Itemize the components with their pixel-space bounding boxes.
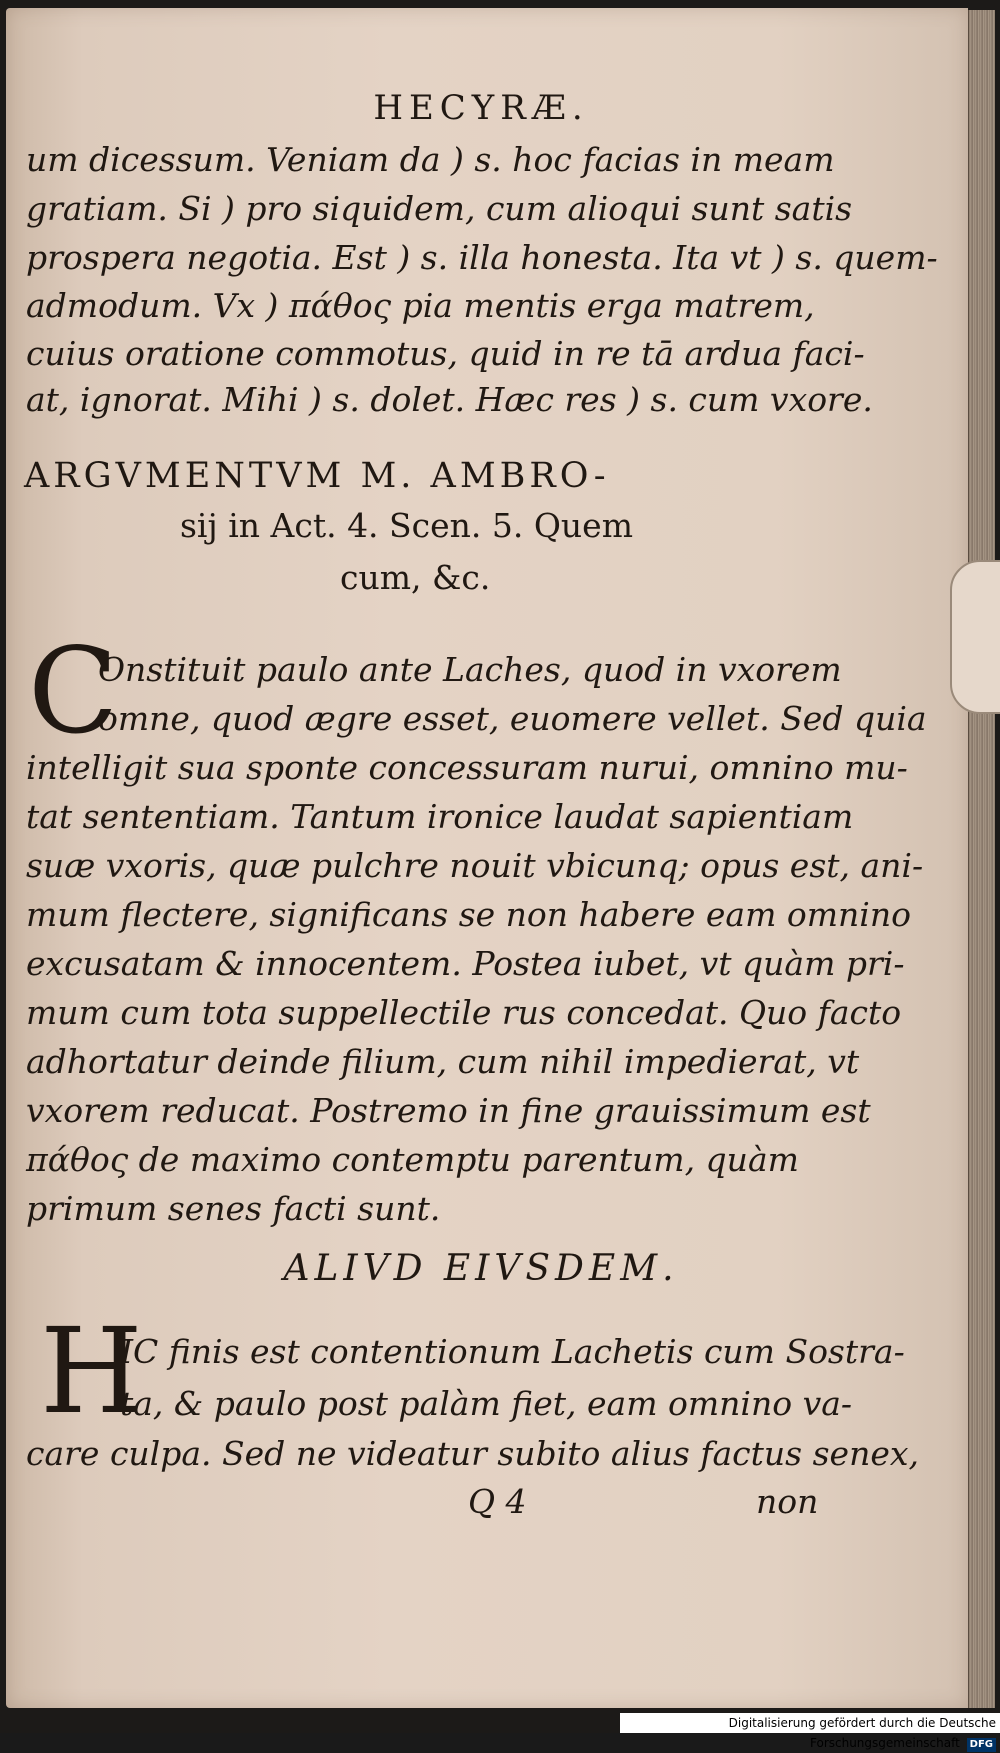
footer-text: Digitalisierung gefördert durch die Deutsche Forschungsgemeinschaft [728,1716,996,1750]
text-line: prospera negotia. Est ) s. illa honesta. Ita vt ) s. quem- [26,238,938,277]
text-line: mum flectere, significans se non habere eam omnino [26,895,911,934]
text-line: mum cum tota suppellectile rus concedat. Quo facto [26,993,902,1032]
text-line: um dicessum. Veniam da ) s. hoc facias in meam [26,140,835,179]
text-line: vxorem reducat. Postremo in fine grauissimum est [26,1091,871,1130]
text-line: intelligit sua sponte concessuram nurui, omnino mu- [26,748,908,787]
drop-cap: H [40,1302,143,1440]
catchword: non [756,1482,819,1521]
text-line: Onstituit paulo ante Laches, quod in vxorem [98,650,842,689]
text-line: adhortatur deinde filium, cum nihil impedierat, vt [26,1042,860,1081]
signature-mark: Q 4 [468,1482,527,1521]
text-line: IC finis est contentionum Lachetis cum Sostra- [120,1332,905,1371]
text-line: gratiam. Si ) pro siquidem, cum alioqui sunt satis [26,189,853,228]
text-line: admodum. Vx ) πάθος pia mentis erga matrem, [26,286,815,325]
digitization-footer [620,1713,1000,1750]
text-line: tat sententiam. Tantum ironice laudat sapientiam [26,797,854,836]
text-line: care culpa. Sed ne videatur subito alius factus senex, [26,1434,919,1473]
running-head: HECYRÆ. [373,88,589,128]
text-line: at, ignorat. Mihi ) s. dolet. Hæc res ) s. cum vxore. [26,380,873,419]
section-heading-line: cum, &c. [340,558,491,597]
text-line: primum senes facti sunt. [26,1189,441,1228]
text-line: ta, & paulo post palàm fiet, eam omnino va- [120,1384,853,1423]
dfg-logo: DFG [967,1738,996,1752]
text-line: cuius oratione commotus, quid in re tā ardua faci- [26,334,865,373]
drop-cap: C [28,622,119,760]
text-line: suæ vxoris, quæ pulchre nouit vbicunq; opus est, ani- [26,846,924,885]
book-fore-edge [968,10,995,1708]
section-heading-line: sij in Act. 4. Scen. 5. Quem [180,506,633,545]
text-line: omne, quod ægre esset, euomere vellet. Sed quia [98,699,927,738]
text-line: πάθος de maximo contemptu parentum, quàm [26,1140,799,1179]
section-heading: ALIVD EIVSDEM. [283,1248,679,1289]
section-heading: ARGVMENTVM M. AMBRO- [24,456,610,496]
text-line: excusatam & innocentem. Postea iubet, vt quàm pri- [26,944,905,983]
